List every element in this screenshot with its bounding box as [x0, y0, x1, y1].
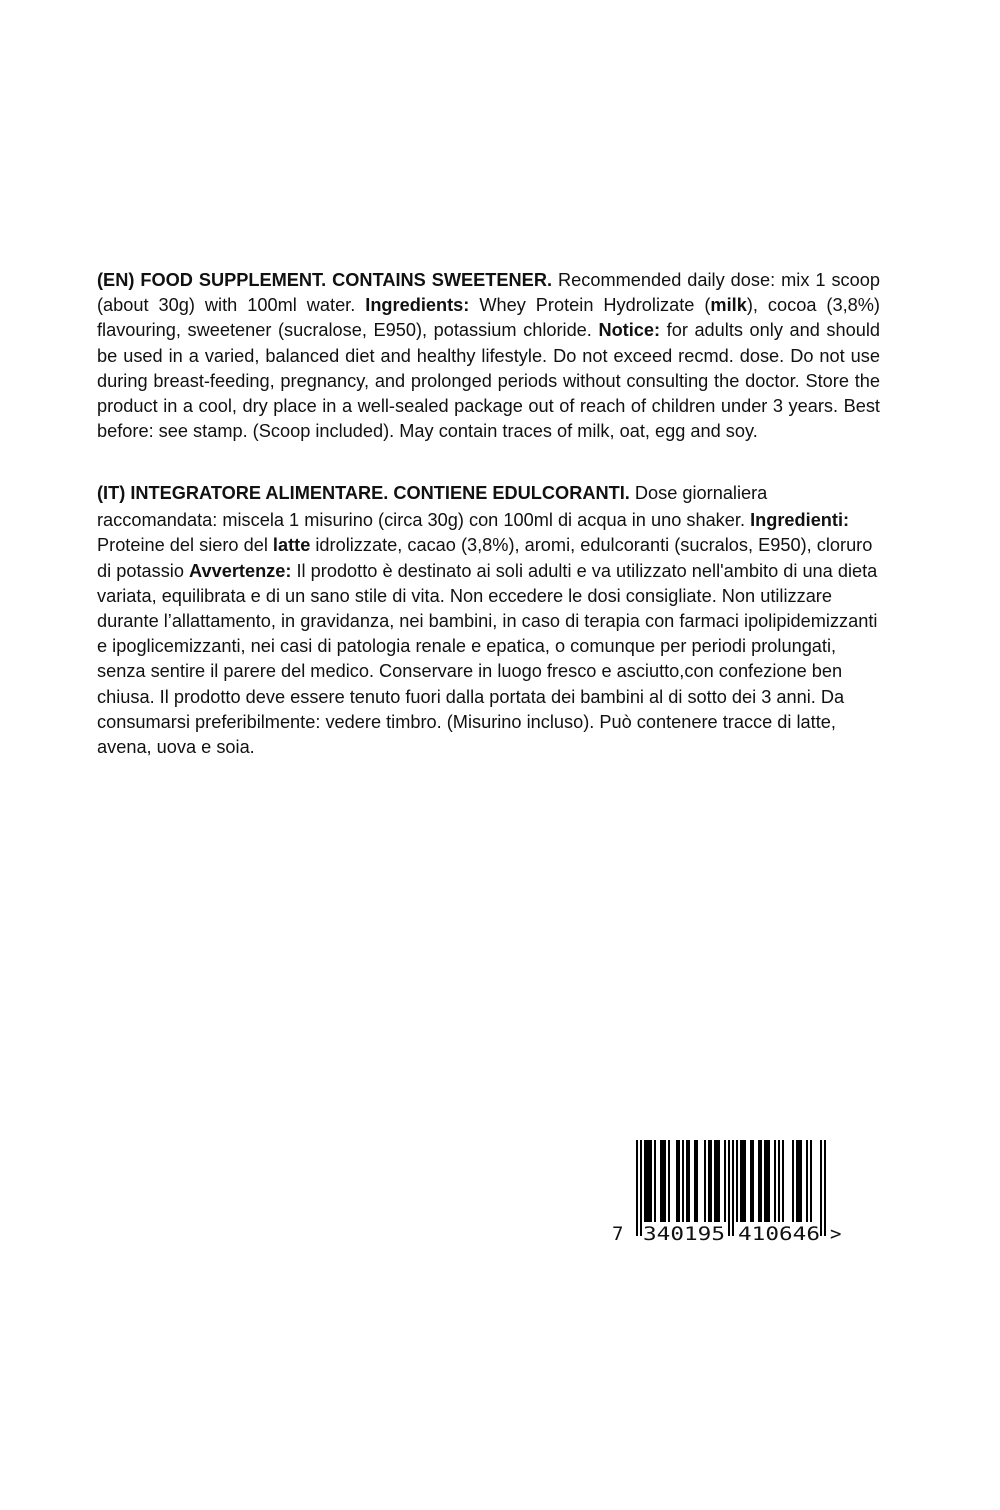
- barcode-guard-bar: [728, 1140, 730, 1236]
- barcode-bar: [708, 1140, 710, 1222]
- barcode-bar: [682, 1140, 684, 1222]
- barcode-bar: [752, 1140, 754, 1222]
- barcode-bar: [782, 1140, 784, 1222]
- barcode-bar: [704, 1140, 706, 1222]
- barcode-bar: [744, 1140, 746, 1222]
- english-label-text: [97, 268, 880, 444]
- english-allergen: milk: [710, 295, 747, 316]
- barcode-lead-digit: 7: [612, 1223, 624, 1244]
- barcode-bar: [792, 1140, 794, 1222]
- barcode-guard-bar: [824, 1140, 826, 1236]
- barcode-guard-bar: [732, 1140, 734, 1236]
- italian-notice-text: Il prodotto è destinato ai soli adulti e va utilizzato nell'ambito di una dieta variata, equilibrata e di un sano stile di vita. Non eccedere le dosi consigliate. Non utilizzare durante l’allattamento, in gravidanza, nei bambini, in caso di terapia con farmaci ipolipidemizzanti e ipoglicemizzanti, nei casi di patologia renale e epatica, o comunque per periodi prolungati, senza sentire il parere del medico. Conservare in luogo fresco e asciutto,con confezione ben chiusa. Il prodotto deve essere tenuto fuori dalla portata dei bambini al di sotto dei 3 anni. Da consumarsi preferibilmente: vedere timbro. (Misurino incluso). Può contenere tracce di latte, avena, uova e soia.: [97, 560, 878, 758]
- barcode-right-digits: 410646: [738, 1223, 820, 1244]
- italian-allergen: latte: [272, 535, 311, 556]
- barcode-quiet-zone-marker: >: [830, 1223, 842, 1244]
- barcode-bar: [806, 1140, 808, 1222]
- barcode-bar: [798, 1140, 800, 1222]
- barcode-bar: [646, 1140, 648, 1222]
- barcode-bar: [742, 1140, 744, 1222]
- barcode-bar: [710, 1140, 712, 1222]
- english-ingredients-text: Whey Protein Hydrolizate (: [469, 295, 711, 316]
- barcode-bar: [768, 1140, 770, 1222]
- barcode-bar: [718, 1140, 720, 1222]
- barcode-bar: [740, 1140, 742, 1222]
- barcode-bar: [766, 1140, 768, 1222]
- barcode-bar: [778, 1140, 780, 1222]
- english-notice-text: for adults only and should be used in a varied, balanced diet and healthy lifestyle. Do not exceed recmd. dose. Do not use during breast-feeding, pregnancy, and prolonged periods without consulting the doctor. Store the product in a cool, dry place in a well-sealed package out of reach of children under 3 years. Best before: see stamp. (Scoop included). May contain traces of milk, oat, egg and soy.: [97, 320, 880, 442]
- barcode-bar: [648, 1140, 650, 1222]
- barcode-bar: [644, 1140, 646, 1222]
- barcode-bar: [678, 1140, 680, 1222]
- barcode-bar: [724, 1140, 726, 1222]
- barcode-bar: [796, 1140, 798, 1222]
- barcode-guard-bar: [820, 1140, 822, 1236]
- english-heading: (EN) FOOD SUPPLEMENT. CONTAINS SWEETENER.: [97, 270, 553, 290]
- barcode-bar: [800, 1140, 802, 1222]
- barcode-bar: [688, 1140, 690, 1222]
- barcode-bar: [716, 1140, 718, 1222]
- italian-heading: (IT) INTEGRATORE ALIMENTARE. CONTIENE EDULCORANTI.: [97, 483, 630, 503]
- italian-dose-text: raccomandata: miscela 1 misurino (circa 30g) con 100ml di acqua in uno shaker.: [97, 510, 751, 531]
- barcode-bar: [774, 1140, 776, 1222]
- barcode-bar: [686, 1140, 688, 1222]
- barcode-guard-bar: [640, 1140, 642, 1236]
- barcode-bar: [758, 1140, 760, 1222]
- italian-heading-tail: Dose giornaliera: [629, 483, 768, 503]
- barcode-bar: [764, 1140, 766, 1222]
- barcode-bar: [750, 1140, 752, 1222]
- barcode-bars: [636, 1140, 826, 1236]
- barcode-bar: [714, 1140, 716, 1222]
- italian-label-text: [97, 481, 880, 760]
- barcode-bar: [650, 1140, 652, 1222]
- italian-ingredients-text: Proteine del siero del: [97, 535, 273, 556]
- english-ingredients-text-end: ), cocoa (3,8%) flavouring, sweetener (sucralose, E950), potassium chloride.: [97, 295, 880, 341]
- barcode-bar: [696, 1140, 698, 1222]
- barcode-bar: [676, 1140, 678, 1222]
- barcode-bar: [810, 1140, 812, 1222]
- barcode-bar: [694, 1140, 696, 1222]
- barcode-bar: [654, 1140, 656, 1222]
- barcode-left-digits: 340195: [643, 1223, 725, 1244]
- barcode-bar: [736, 1140, 738, 1222]
- barcode-bar: [664, 1140, 666, 1222]
- italian-heading-line: [97, 481, 880, 506]
- barcode-bar: [662, 1140, 664, 1222]
- english-notice-label: Notice:: [598, 320, 661, 341]
- barcode-bar: [760, 1140, 762, 1222]
- barcode-bar: [668, 1140, 670, 1222]
- barcode-bar: [660, 1140, 662, 1222]
- english-ingredients-label: Ingredients:: [365, 295, 470, 316]
- italian-ingredients-text-end: idrolizzate, cacao (3,8%), aromi, edulcoranti (sucralos, E950), cloruro di potassio: [97, 535, 873, 581]
- ean13-barcode: [612, 1140, 844, 1244]
- english-dose-text: Recommended daily dose: mix 1 scoop (about 30g) with 100ml water.: [97, 270, 881, 316]
- barcode-guard-bar: [636, 1140, 638, 1236]
- italian-ingredients-label: Ingredienti:: [750, 510, 850, 531]
- italian-notice-label: Avvertenze:: [189, 560, 292, 581]
